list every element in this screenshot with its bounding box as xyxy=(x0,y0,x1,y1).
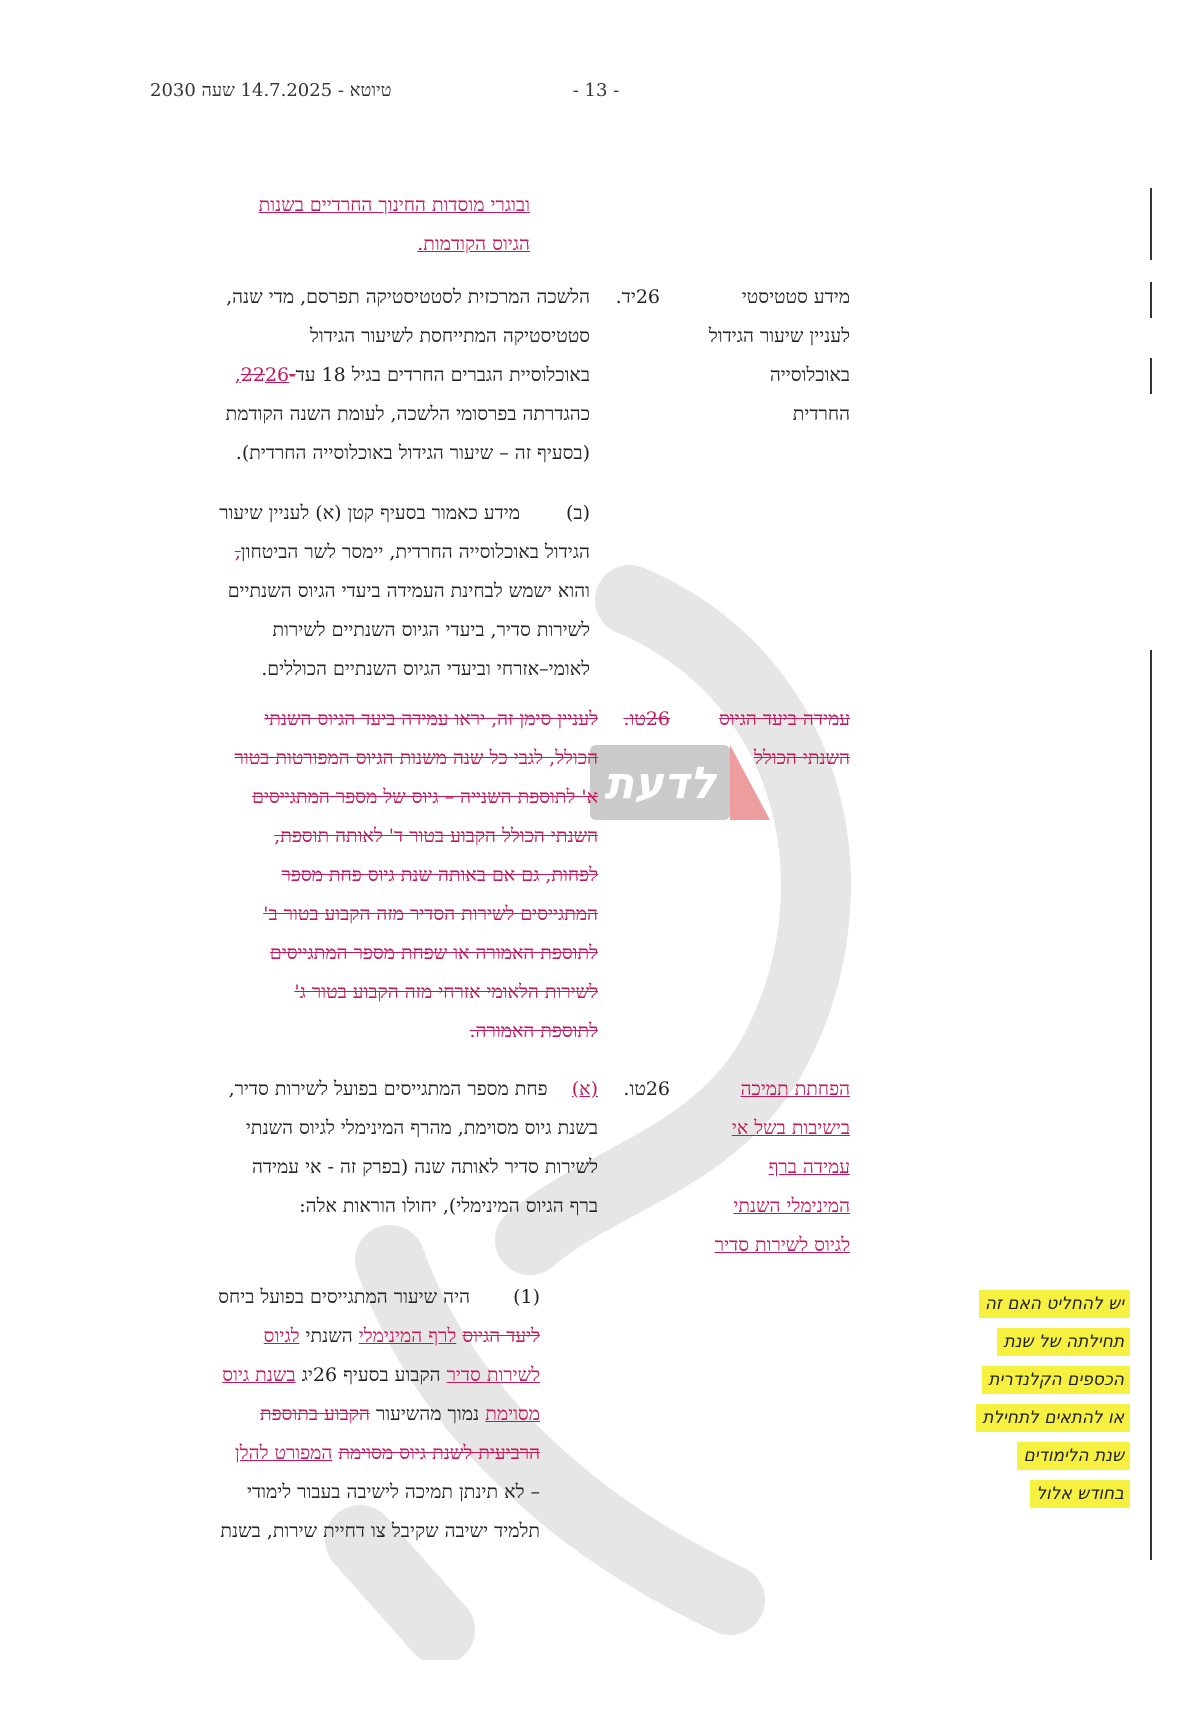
body-line: סטטיסטיקה המתייחסת לשיעור הגידול xyxy=(310,325,590,347)
body-line: ברף הגיוס המינימלי), יחולו הוראות אלה: xyxy=(299,1195,598,1217)
body-line: תלמיד ישיבה שקיבל צו דחיית שירות, בשנת xyxy=(220,1520,540,1542)
deleted-text: -22 xyxy=(240,364,296,386)
deleted-line: לפחות, גם אם באותה שנת גיוס פחת מספר xyxy=(281,864,598,886)
margin-line: באוכלוסייה xyxy=(769,364,850,386)
sec26tu-body xyxy=(120,1070,598,1226)
sec26tu-deleted-number: 26טו. xyxy=(623,708,670,730)
intro-line-1: ובוגרי מוסדות החינוך החרדיים בשנות xyxy=(258,194,530,216)
inserted-text: לרף המינימלי xyxy=(358,1325,457,1347)
note-line: שנת הלימודים xyxy=(1017,1442,1130,1470)
deleted-text: ליעד הגיוס xyxy=(462,1325,540,1347)
margin-line: השנתי הכולל xyxy=(753,747,850,769)
sec26yd-number: 26יד. xyxy=(615,286,660,308)
deleted-line: לתוספת האמורה או שפחת מספר המתגייסים xyxy=(269,942,598,964)
body-line: היה שיעור המתגייסים בפועל ביחס xyxy=(218,1286,470,1308)
inserted-text: מסוימת xyxy=(485,1403,540,1425)
change-bar xyxy=(1150,282,1152,318)
body-line: לשירות סדיר, ביעדי הגיוס השנתיים לשירות xyxy=(272,619,590,641)
body-line: הגידול באוכלוסייה החרדית, יימסר לשר הביטחון, xyxy=(234,541,590,563)
draft-label: טיוטא - 14.7.2025 שעה 2030 xyxy=(150,80,392,101)
deleted-text: הרביעית לשנת גיוס מסוימת xyxy=(338,1442,540,1464)
inserted-text: המפורט להלן xyxy=(234,1442,333,1464)
margin-line: עמידה ברף xyxy=(768,1156,850,1178)
body-line: לאומי–אזרחי וביעדי הגיוס השנתיים הכוללים. xyxy=(261,658,590,680)
inserted-text: לגיוס xyxy=(263,1325,300,1347)
sec26tu-number: 26טו. xyxy=(623,1078,670,1100)
p1-body xyxy=(120,1278,540,1551)
body-line: מידע כאמור בסעיף קטן (א) לעניין שיעור xyxy=(219,502,520,524)
change-bar xyxy=(1150,690,1152,1560)
margin-line: עמידה ביעד הגיוס xyxy=(718,708,850,730)
sec26yd-b-label: (ב) xyxy=(566,502,590,524)
body-line: כהגדרתה בפרסומי הלשכה, לעומת השנה הקודמת xyxy=(225,403,590,425)
sec26tu-deleted-margin xyxy=(660,700,850,778)
body-line: לשירות סדיר לאותה שנה (בפרק זה - אי עמידה xyxy=(251,1156,598,1178)
inserted-text: לשירות סדיר xyxy=(446,1364,540,1386)
body-line: (א) פחת מספר המתגייסים בפועל לשירות סדיר, xyxy=(228,1078,598,1100)
body-line xyxy=(120,1434,540,1473)
side-note xyxy=(920,1290,1130,1518)
change-bar xyxy=(1150,358,1152,394)
deleted-line: לשירות הלאומי אזרחי מזה הקבוע בטור ג' xyxy=(294,981,598,1003)
deleted-line: השנתי הכולל הקבוע בטור ד' לאותה תוספת, xyxy=(274,825,598,847)
deleted-line: לעניין סימן זה, יראו עמידה ביעד הגיוס השנתי xyxy=(264,708,598,730)
margin-line: בישיבות בשל אי xyxy=(731,1117,850,1139)
p1-label: (1) xyxy=(513,1286,540,1308)
deleted-line: המתגייסים לשירות הסדיר מזה הקבוע בטור ב' xyxy=(263,903,598,925)
body-line: באוכלוסיית הגברים החרדים בגיל 18 עד-2226, xyxy=(234,364,590,386)
deleted-text: , xyxy=(234,541,241,563)
margin-line: המינימלי השנתי xyxy=(733,1195,850,1217)
deleted-line: הכולל, לגבי כל שנה משנות הגיוס המפורטות בטור xyxy=(234,747,598,769)
body-line: לשירות סדיר הקבוע בסעיף 26יג בשנת גיוס xyxy=(222,1364,540,1386)
body-line: (בסעיף זה – שיעור הגידול באוכלוסייה החרדית). xyxy=(235,442,590,464)
watermark-text: לדעת xyxy=(604,758,716,809)
margin-line: מידע סטטיסטי xyxy=(741,286,850,308)
body-line: והוא ישמש לבחינת העמידה ביעדי הגיוס השנתיים xyxy=(227,580,590,602)
note-line: תחילתה של שנת xyxy=(997,1328,1130,1356)
change-bar xyxy=(1150,650,1152,690)
body-line: בשנת גיוס מסוימת, מהרף המינימלי לגיוס השנתי xyxy=(245,1117,598,1139)
page-number: - 13 - xyxy=(572,80,620,101)
note-line: יש להחליט האם זה xyxy=(979,1290,1130,1318)
inserted-text: 26 xyxy=(264,364,290,386)
deleted-line: א' לתוספת השנייה – גיוס של מספר המתגייסים xyxy=(252,786,598,808)
deleted-line: לתוספת האמורה. xyxy=(469,1020,598,1042)
body-line: מסוימת נמוך מהשיעור הקבוע בתוספת xyxy=(260,1403,540,1425)
intro-block xyxy=(120,186,530,264)
sec26tu-margin xyxy=(650,1070,850,1265)
note-line: בחודש אלול xyxy=(1030,1480,1130,1508)
sec26yd-margin xyxy=(640,278,850,434)
intro-line-2: הגיוס הקודמות. xyxy=(417,233,530,255)
note-line: או להתאים לתחילת xyxy=(976,1404,1130,1432)
body-line: – לא תינתן תמיכה לישיבה בעבור לימודי xyxy=(246,1481,540,1503)
note-line: הכספים הקלנדרית xyxy=(982,1366,1130,1394)
body-line: ליעד הגיוס לרף המינימלי השנתי לגיוס xyxy=(263,1325,540,1347)
margin-line: החרדית xyxy=(792,403,850,425)
sec26yd-body xyxy=(120,278,590,473)
deleted-text: הקבוע בתוספת xyxy=(260,1403,370,1425)
sec26yd-b-body xyxy=(120,494,590,689)
margin-line: לעניין שיעור הגידול xyxy=(708,325,850,347)
inserted-text: בשנת גיוס xyxy=(222,1364,296,1386)
change-bar xyxy=(1150,188,1152,260)
sec26tu-deleted-body xyxy=(120,700,598,1051)
margin-line: הפחתת תמיכה xyxy=(740,1078,850,1100)
body-line: הלשכה המרכזית לסטטיסטיקה תפרסם, מדי שנה, xyxy=(226,286,590,308)
margin-line: לגיוס לשירות סדיר xyxy=(714,1234,850,1256)
subsection-label: (א) xyxy=(571,1078,598,1100)
